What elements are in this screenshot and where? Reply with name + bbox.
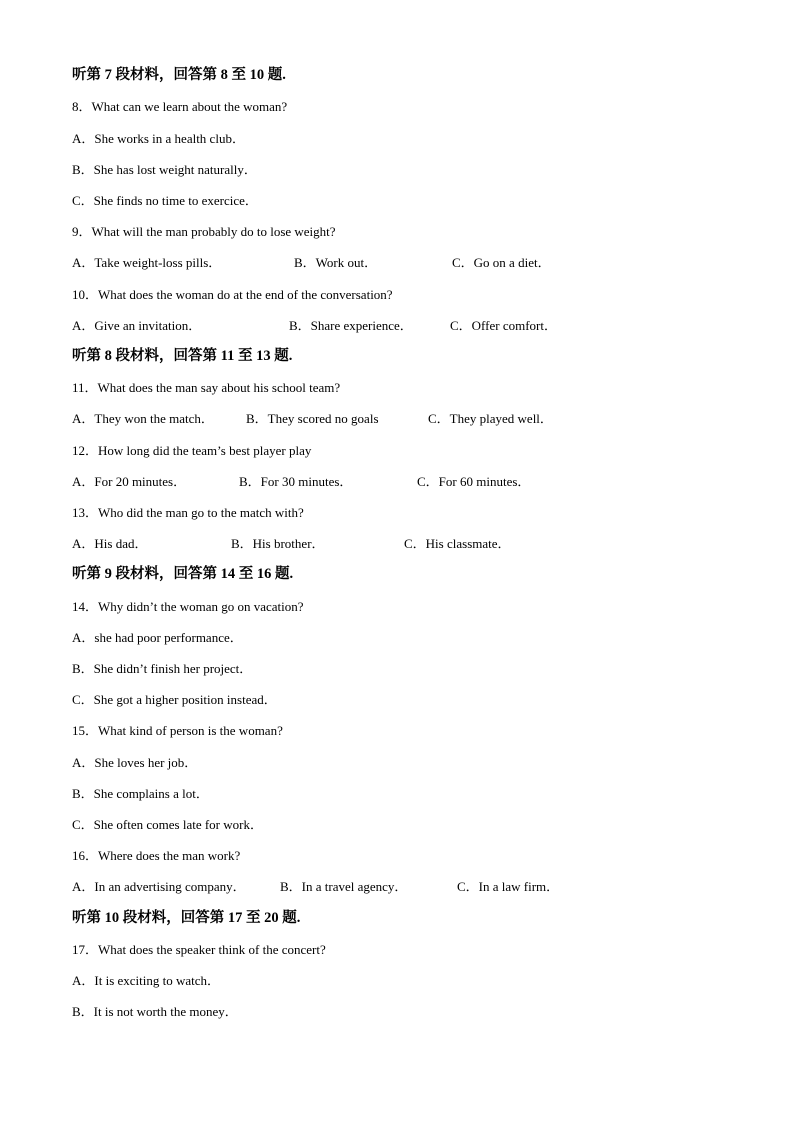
answer-option: C．She finds no time to exercice． [72, 193, 258, 208]
section-heading: 听第 7 段材料，回答第 8 至 10 题. [72, 67, 286, 83]
answer-option: B．They scored no goals [246, 411, 379, 426]
answer-option: C．They played well． [428, 411, 553, 426]
question-prompt: 11．What does the man say about his school team? [72, 380, 341, 395]
section-heading: 听第 9 段材料，回答第 14 至 16 题. [72, 566, 294, 582]
answer-option: B．Share experience． [289, 318, 413, 333]
answer-option: A．she had poor performance． [72, 630, 243, 645]
answer-option: A．Take weight-loss pills． [72, 255, 222, 270]
answer-option: A．She works in a health club． [72, 131, 245, 146]
answer-option: B．His brother． [231, 536, 325, 551]
question-prompt: 14．Why didn’t the woman go on vacation? [72, 599, 304, 614]
answer-option: C．In a law firm． [457, 879, 560, 894]
answer-option: A．She loves her job． [72, 755, 198, 770]
answer-option: B．It is not worth the money． [72, 1004, 238, 1019]
answer-option: A．In an advertising company． [72, 879, 246, 894]
answer-option: B．For 30 minutes． [239, 474, 353, 489]
answer-option: B．She didn’t finish her project． [72, 661, 253, 676]
question-prompt: 12．How long did the team’s best player play [72, 443, 312, 458]
answer-option: C．She got a higher position instead． [72, 692, 277, 707]
question-prompt: 15．What kind of person is the woman? [72, 723, 283, 738]
question-prompt: 9．What will the man probably do to lose weight? [72, 224, 336, 239]
answer-option: A．His dad． [72, 536, 148, 551]
answer-option: B．In a travel agency． [280, 879, 408, 894]
answer-option: C．She often comes late for work． [72, 817, 263, 832]
answer-option: A．They won the match． [72, 411, 214, 426]
section-heading: 听第 8 段材料，回答第 11 至 13 题. [72, 348, 293, 364]
answer-option: B．Work out． [294, 255, 378, 270]
question-prompt: 10．What does the woman do at the end of the conversation? [72, 287, 393, 302]
answer-option: B．She has lost weight naturally． [72, 162, 257, 177]
answer-option: C．Offer comfort． [450, 318, 557, 333]
question-prompt: 13．Who did the man go to the match with? [72, 505, 304, 520]
section-heading: 听第 10 段材料，回答第 17 至 20 题. [72, 910, 301, 926]
answer-option: A．For 20 minutes． [72, 474, 187, 489]
question-prompt: 8．What can we learn about the woman? [72, 99, 288, 114]
answer-option: A．Give an invitation． [72, 318, 202, 333]
answer-option: A．It is exciting to watch． [72, 973, 221, 988]
question-prompt: 17．What does the speaker think of the concert? [72, 942, 326, 957]
answer-option: C．Go on a diet． [452, 255, 551, 270]
answer-option: C．For 60 minutes． [417, 474, 531, 489]
question-prompt: 16．Where does the man work? [72, 848, 241, 863]
answer-option: C．His classmate． [404, 536, 511, 551]
answer-option: B．She complains a lot． [72, 786, 209, 801]
